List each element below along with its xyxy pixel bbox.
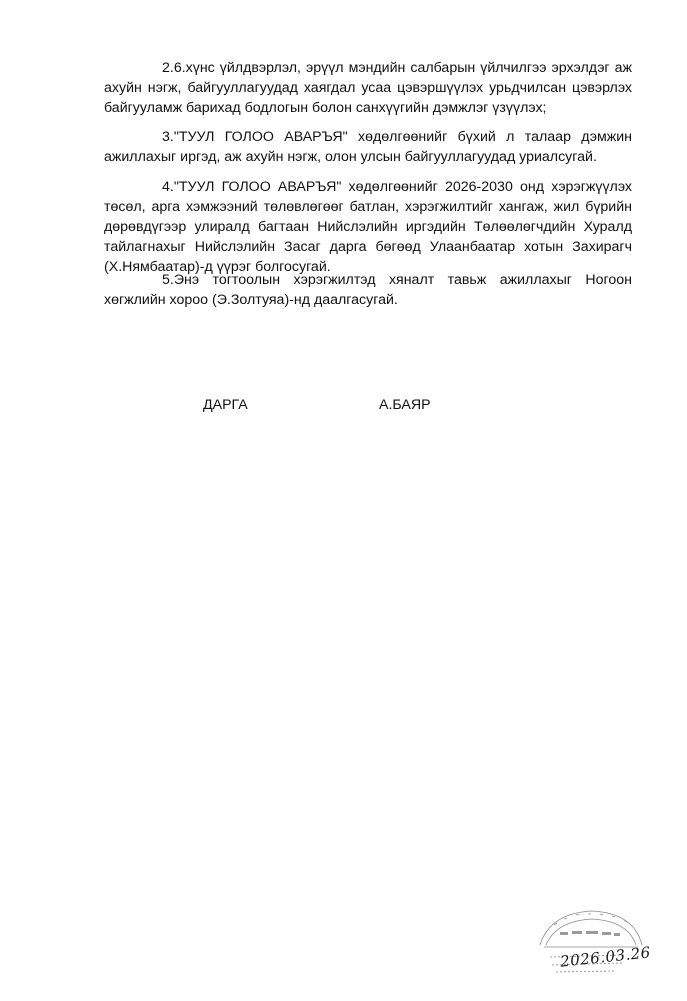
paragraph-3: 3."ТУУЛ ГОЛОО АВАРЪЯ" хөдөлгөөнийг бүхий л талаар дэмжин ажиллахыг иргэд, аж ахуйн нэгж, олон улсын байгууллагуудад уриалсугай. bbox=[104, 129, 632, 165]
signatory-name: А.БАЯР bbox=[379, 397, 431, 413]
signatory-title: ДАРГА bbox=[203, 397, 248, 413]
paragraph-2-6: 2.6.хүнс үйлдвэрлэл, эрүүл мэндийн салбарын үйлчилгээ эрхэлдэг аж ахуйн нэгж, байгууллагуудад хаягдал усаа цэвэршүүлэх урьдчилсан цэвэрлэх байгууламж барихад бодлогын болон санхүүгийн дэмжлэг үзүүлэх; bbox=[104, 60, 632, 116]
paragraph-4: 4."ТУУЛ ГОЛОО АВАРЪЯ" хөдөлгөөнийг 2026-2030 онд хэрэгжүүлэх төсөл, арга хэмжээний төлөвлөгөөг батлан, хэрэгжилтийг хангаж, жил бүрийн дөрөвдүгээр улиралд багтаан Нийслэлийн иргэдийн Төлөөлөгчдийн Хуралд тайлагнахыг Нийслэлийн Засаг дарга бөгөөд Улаанбаатар хотын Захирагч (Х.Нямбаатар)-д үүрэг болгосугай. bbox=[104, 179, 632, 275]
paragraph-5: 5.Энэ тогтоолын хэрэгжилтэд хяналт тавьж ажиллахыг Ногоон хөгжлийн хороо (Э.Золтуяа)-нд даалгасугай. bbox=[104, 272, 632, 308]
handwritten-date: 2026.03.26 bbox=[559, 943, 652, 971]
